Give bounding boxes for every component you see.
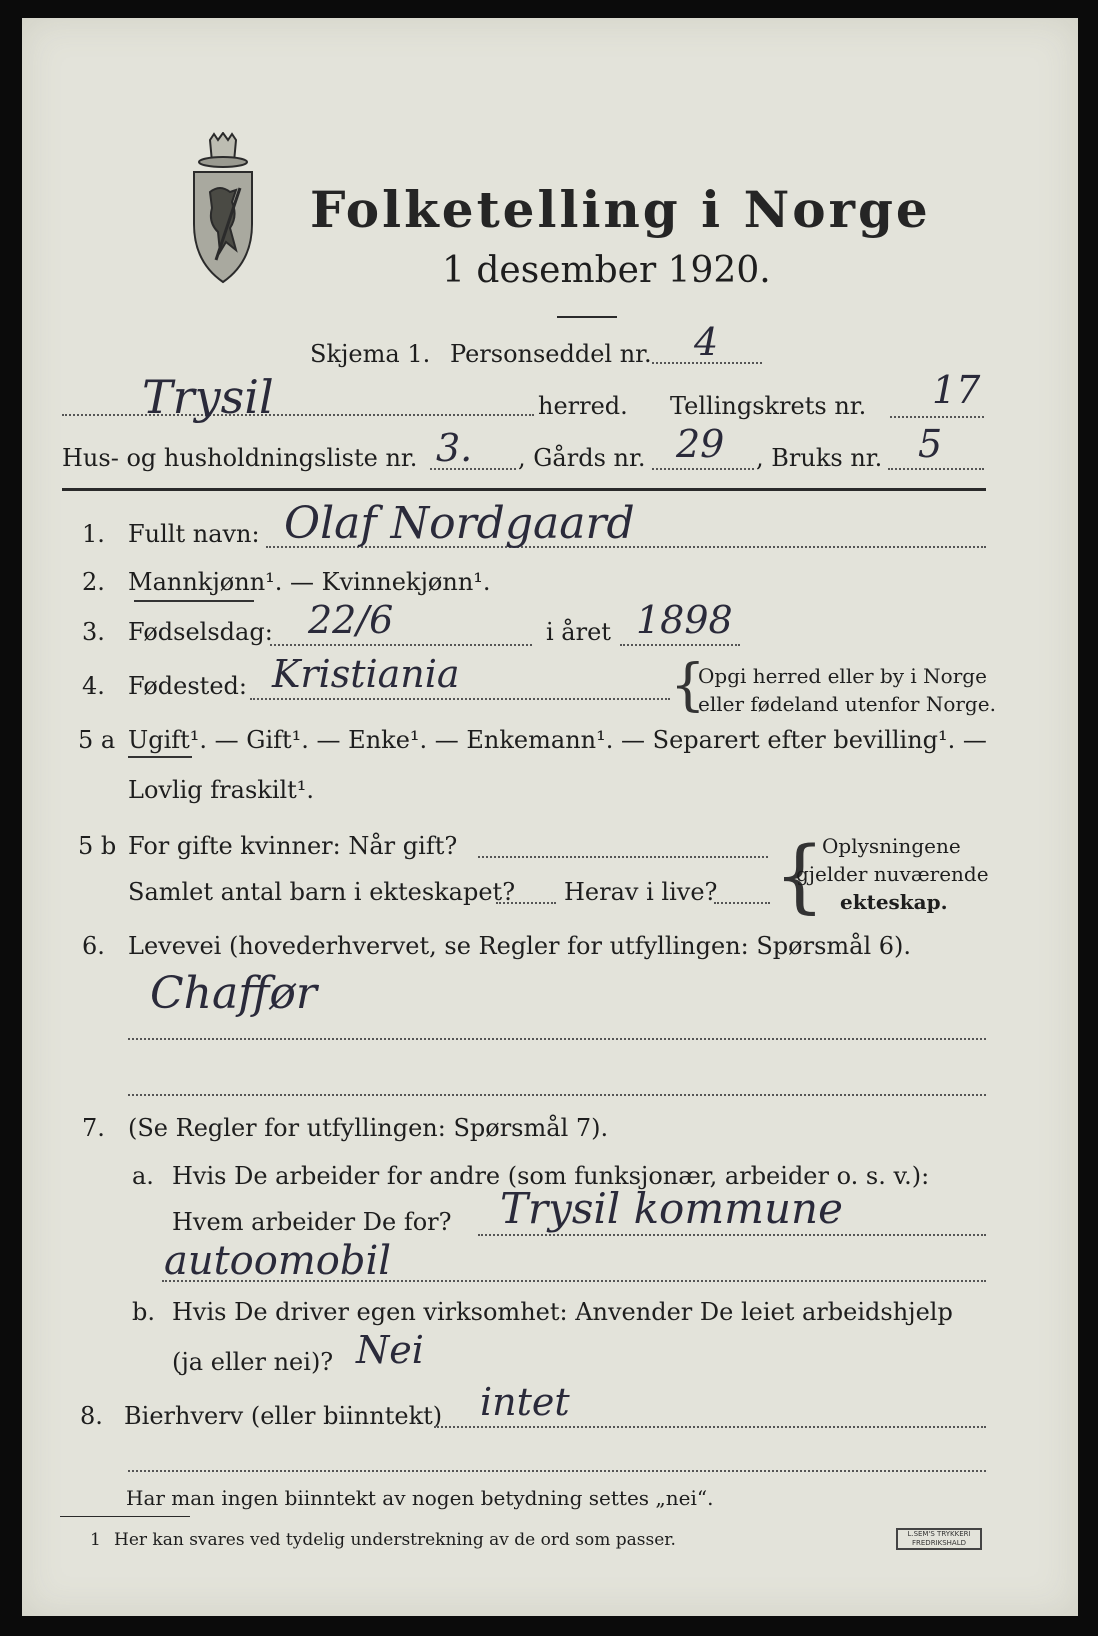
q5b-note-line2: gjelder nuværende	[796, 862, 989, 886]
q7b-number: b.	[132, 1298, 155, 1326]
gards-label: , Gårds nr.	[518, 444, 646, 472]
norwegian-coat-of-arms-icon	[180, 132, 266, 284]
q5a-line2: Lovlig fraskilt¹.	[128, 776, 315, 804]
q8-side-income-value: intet	[480, 1380, 570, 1424]
gards-line	[652, 468, 754, 470]
q4-note-line2: eller fødeland utenfor Norge.	[698, 692, 996, 716]
personseddel-label: Personseddel nr.	[450, 340, 652, 368]
husliste-label: Hus- og husholdningsliste nr.	[62, 444, 418, 472]
q7a-line1: Hvis De arbeider for andre (som funksjonær, arbeider o. s. v.):	[172, 1162, 930, 1190]
q7a-number: a.	[132, 1162, 154, 1190]
title-divider	[557, 316, 617, 318]
footnote-mark: 1	[90, 1530, 101, 1550]
q3-year-line	[620, 644, 740, 646]
q5b-alive-line	[714, 902, 770, 904]
q8-line1	[434, 1426, 986, 1428]
footnote-text: Her kan svares ved tydelig understrekning av de ord som passer.	[114, 1530, 676, 1550]
q2-number: 2.	[82, 568, 105, 596]
printer-stamp: L.SEM'S TRYKKERI FREDRIKSHALD	[896, 1528, 982, 1550]
nei-note: Har man ingen biinntekt av nogen betydning settes „nei“.	[126, 1486, 714, 1510]
q5b-note-line1: Oplysningene	[822, 834, 961, 858]
q5b-note-line3: ekteskap.	[840, 890, 948, 914]
herred-value: Trysil	[142, 370, 274, 424]
footnote-divider	[60, 1516, 190, 1517]
q2-gender-options: Mannkjønn¹. — Kvinnekjønn¹.	[128, 568, 491, 596]
q4-label: Fødested:	[128, 672, 247, 700]
q1-full-name-value: Olaf Nordgaard	[284, 498, 635, 549]
q6-number: 6.	[82, 932, 105, 960]
q3-number: 3.	[82, 618, 105, 646]
herred-line	[62, 414, 534, 416]
gards-value: 29	[676, 422, 725, 466]
q2-mannkjonn-underline	[134, 600, 254, 602]
tellingskrets-line	[890, 416, 984, 418]
q7a-employer-value: Trysil kommune	[500, 1184, 843, 1233]
q5b-line2: Samlet antal barn i ekteskapet?	[128, 878, 516, 906]
q6-line1	[128, 1038, 986, 1040]
q4-number: 4.	[82, 672, 105, 700]
census-date: 1 desember 1920.	[442, 250, 771, 291]
q3-year-value: 1898	[636, 598, 733, 642]
q1-number: 1.	[82, 520, 105, 548]
q5b-alive-label: Herav i live?	[564, 878, 718, 906]
q7a-employer-line1	[478, 1234, 986, 1236]
q6-occupation-value: Chaffør	[150, 968, 317, 1019]
q8-number: 8.	[80, 1402, 103, 1430]
q3-day-line	[270, 644, 532, 646]
tellingskrets-label: Tellingskrets nr.	[670, 392, 867, 420]
q4-brace: {	[670, 653, 706, 718]
q5b-children-line	[496, 902, 556, 904]
q8-label: Bierhverv (eller biinntekt)	[124, 1402, 443, 1430]
q3-label: Fødselsdag:	[128, 618, 273, 646]
q3-year-label: i året	[546, 618, 611, 646]
husliste-value: 3.	[436, 426, 473, 470]
herred-label: herred.	[538, 392, 628, 420]
q7a-line2: Hvem arbeider De for?	[172, 1208, 452, 1236]
q5a-number: 5 a	[78, 726, 116, 754]
q8-line2	[128, 1470, 986, 1472]
personseddel-value: 4	[694, 320, 719, 364]
q7-number: 7.	[82, 1114, 105, 1142]
q4-birthplace-value: Kristiania	[272, 652, 460, 696]
form-title: Folketelling i Norge	[310, 180, 931, 239]
skjema-label: Skjema 1.	[310, 340, 431, 368]
tellingskrets-value: 17	[932, 368, 981, 412]
q6-label: Levevei (hovederhvervet, se Regler for utfyllingen: Spørsmål 6).	[128, 932, 912, 960]
q7b-line2: (ja eller nei)?	[172, 1348, 334, 1376]
bruks-line	[888, 468, 984, 470]
q6-line2	[128, 1094, 986, 1096]
q5b-brace: {	[774, 829, 825, 922]
q5b-line1: For gifte kvinner: Når gift?	[128, 832, 458, 860]
census-form-sheet	[22, 18, 1078, 1616]
header-rule	[62, 488, 986, 491]
q3-birthday-value: 22/6	[308, 598, 394, 642]
bruks-label: , Bruks nr.	[756, 444, 883, 472]
q7b-line1: Hvis De driver egen virksomhet: Anvender De leiet arbeidshjelp	[172, 1298, 953, 1326]
q5a-ugift-underline	[128, 756, 192, 758]
q4-note-line1: Opgi herred eller by i Norge	[698, 664, 987, 688]
q5b-married-line	[478, 856, 768, 858]
q4-line	[250, 698, 670, 700]
bruks-value: 5	[918, 422, 943, 466]
q7a-employer-value2: autoomobil	[164, 1238, 392, 1284]
q5b-number: 5 b	[78, 832, 117, 860]
q7-label: (Se Regler for utfyllingen: Spørsmål 7).	[128, 1114, 609, 1142]
q7b-hired-help-value: Nei	[356, 1328, 424, 1372]
q1-label: Fullt navn:	[128, 520, 260, 548]
q5a-marital-options: Ugift¹. — Gift¹. — Enke¹. — Enkemann¹. — Separert efter bevilling¹. —	[128, 726, 987, 754]
